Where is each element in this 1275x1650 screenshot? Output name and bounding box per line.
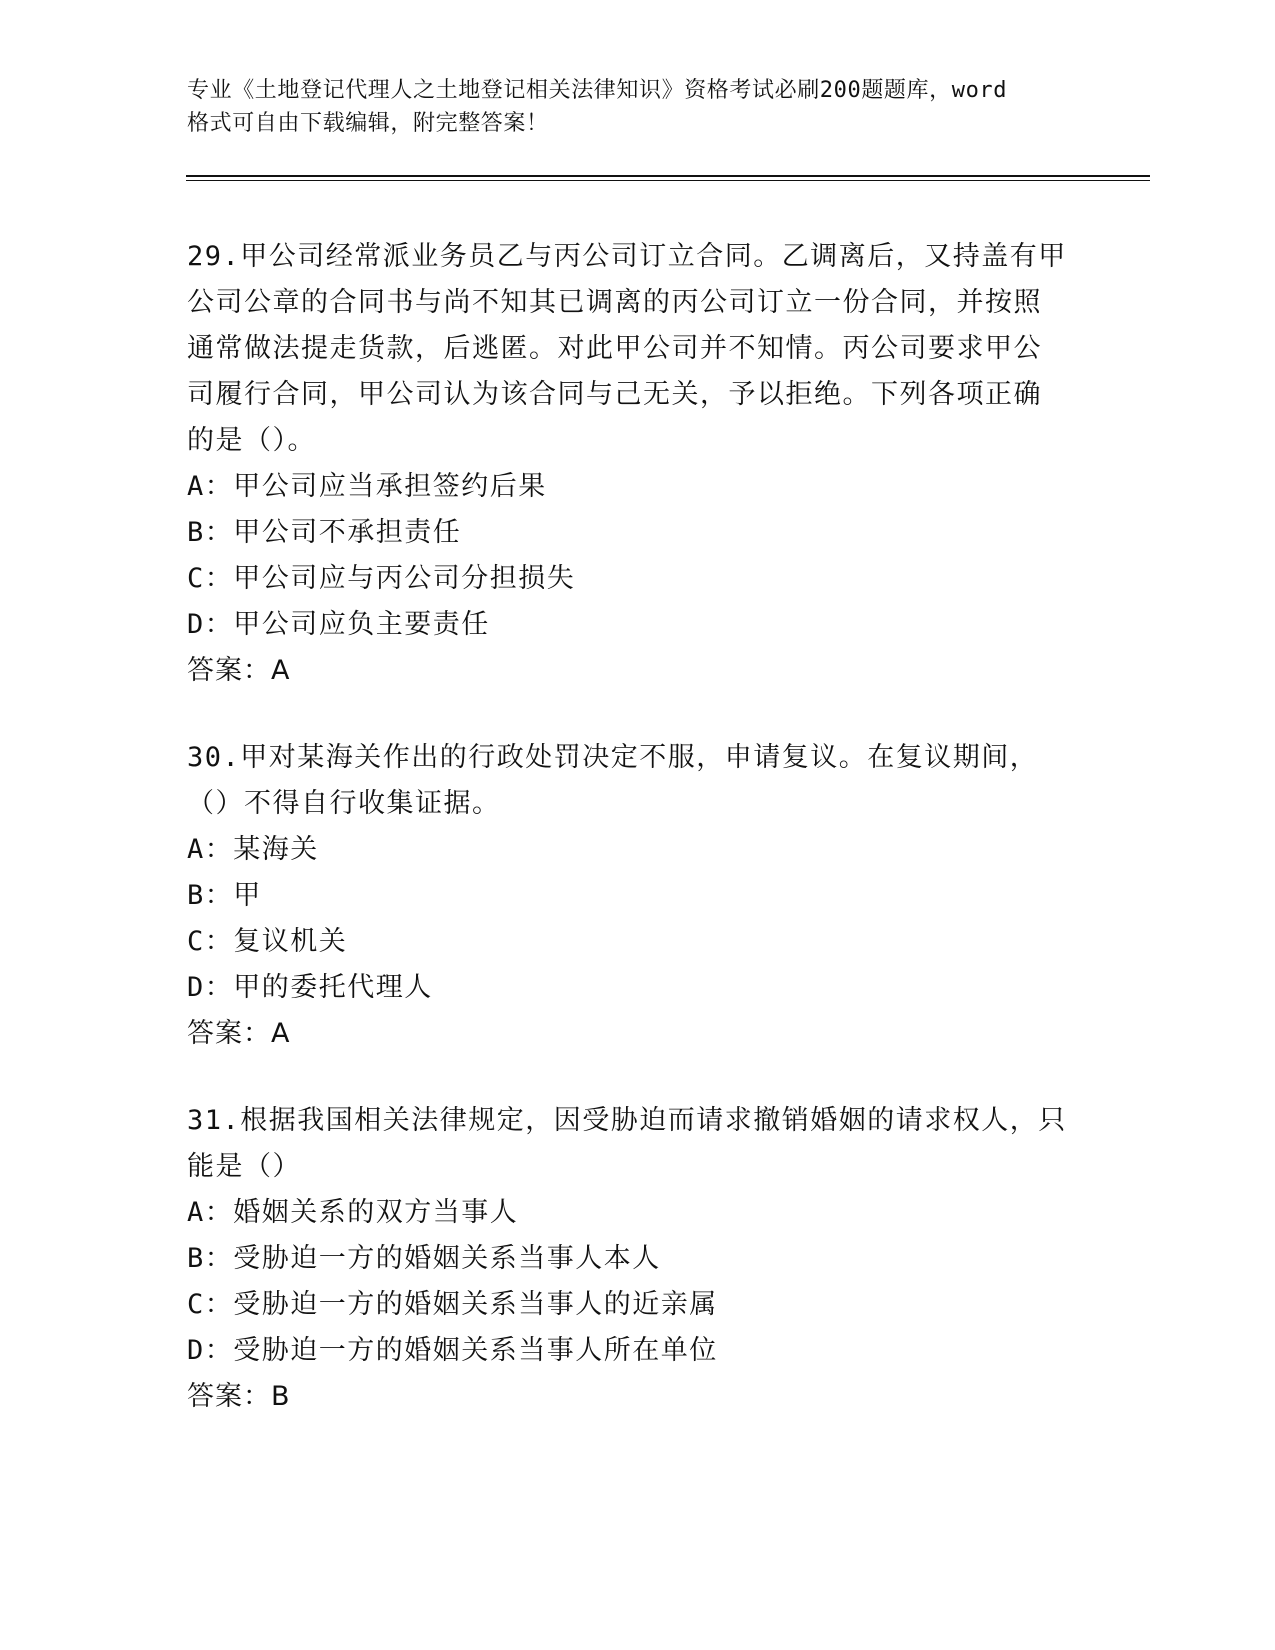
option-a: A：甲公司应当承担签约后果 <box>187 471 547 502</box>
option-b: B：甲公司不承担责任 <box>187 517 462 548</box>
answer: 答案：A <box>187 1018 291 1049</box>
option-c: C：复议机关 <box>187 926 348 957</box>
question-29 <box>187 234 1067 694</box>
option-b: B：甲 <box>187 880 262 911</box>
option-a: A：某海关 <box>187 834 319 865</box>
question-stem: 30.甲对某海关作出的行政处罚决定不服，申请复议。在复议期间，（）不得自行收集证据。 <box>187 742 1039 819</box>
option-b: B：受胁迫一方的婚姻关系当事人本人 <box>187 1243 661 1274</box>
question-30 <box>187 735 1067 1057</box>
header-line-2: 格式可自由下载编辑，附完整答案！ <box>187 111 549 136</box>
option-d: D：甲公司应负主要责任 <box>187 609 490 640</box>
header-line-1: 专业《土地登记代理人之土地登记相关法律知识》资格考试必刷200题题库，word <box>187 78 1008 103</box>
question-stem: 29.甲公司经常派业务员乙与丙公司订立合同。乙调离后，又持盖有甲公司公章的合同书与尚不知其已调离的丙公司订立一份合同，并按照通常做法提走货款，后逃匿。对此甲公司并不知情。丙公司要求甲公司履行合同，甲公司认为该合同与己无关，予以拒绝。下列各项正确的是（）。 <box>187 241 1067 456</box>
header-divider-thin <box>186 180 1150 181</box>
option-c: C：甲公司应与丙公司分担损失 <box>187 563 576 594</box>
header-divider-thick <box>186 175 1150 177</box>
question-stem: 31.根据我国相关法律规定，因受胁迫而请求撤销婚姻的请求权人，只能是（） <box>187 1105 1067 1182</box>
question-31 <box>187 1098 1067 1420</box>
option-d: D：甲的委托代理人 <box>187 972 433 1003</box>
document-header <box>187 74 1087 140</box>
option-d: D：受胁迫一方的婚姻关系当事人所在单位 <box>187 1335 718 1366</box>
option-a: A：婚姻关系的双方当事人 <box>187 1197 519 1228</box>
answer: 答案：B <box>187 1381 291 1412</box>
answer: 答案：A <box>187 655 291 686</box>
option-c: C：受胁迫一方的婚姻关系当事人的近亲属 <box>187 1289 718 1320</box>
